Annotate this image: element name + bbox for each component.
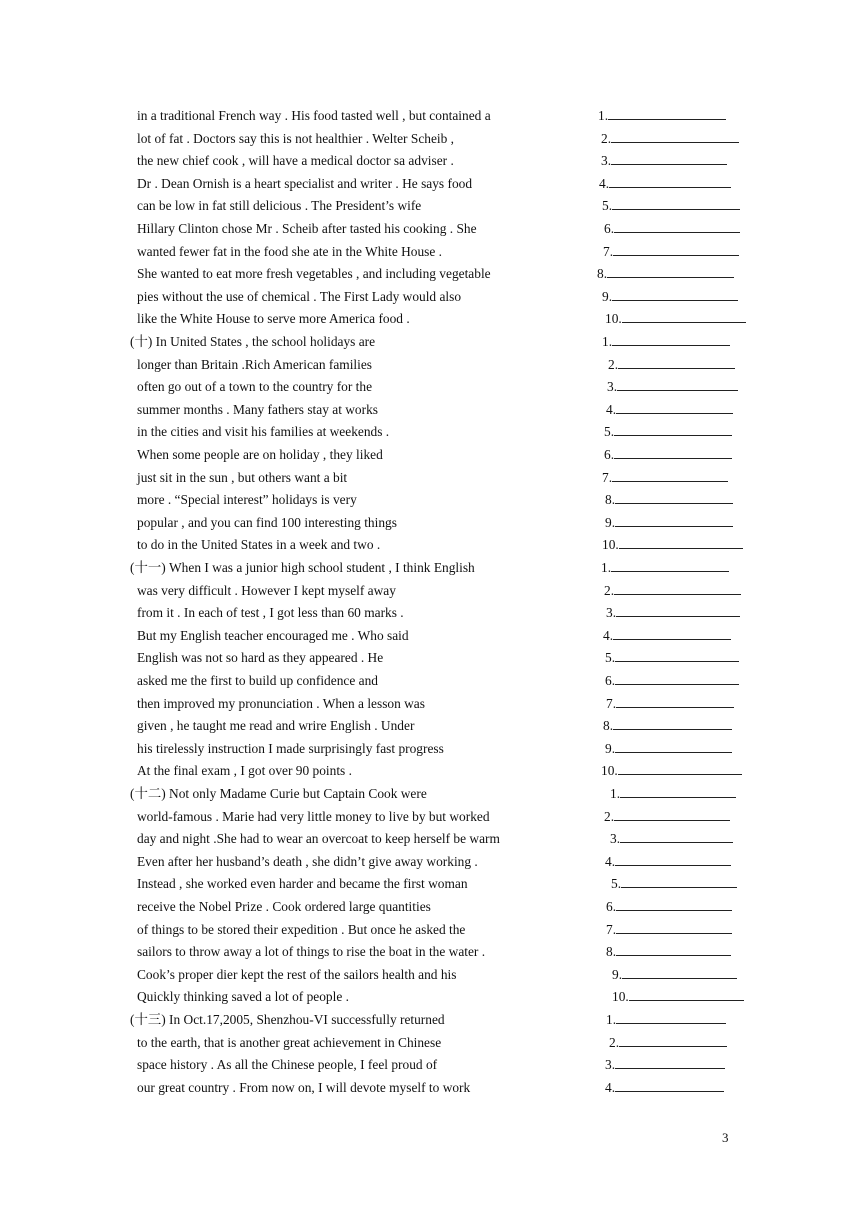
answer-blank[interactable] [608,354,735,376]
answer-blank[interactable] [602,467,728,489]
line-text: asked me the first to build up confidence and [137,673,378,688]
passage-line [0,150,860,172]
line-text: like the White House to serve more America food . [137,311,410,327]
answer-underline[interactable] [615,851,731,866]
line-text: (十二) Not only Madame Curie but Captain Cook were [130,786,427,801]
answer-number: 4. [606,401,617,417]
answer-underline[interactable] [618,354,735,369]
answer-blank[interactable] [605,512,733,534]
passage-line [0,195,860,217]
answer-number: 2. [608,356,619,372]
answer-number: 3. [606,605,617,621]
passage-line [0,241,860,263]
answer-number: 7. [606,695,617,711]
passage-line [0,896,860,918]
passage-line [0,873,860,895]
answer-number: 10. [601,763,618,779]
answer-underline[interactable] [616,399,733,414]
passage-line [0,828,860,850]
answer-number: 7. [602,469,613,485]
passage-line [0,580,860,602]
answer-underline[interactable] [612,331,730,346]
answer-underline[interactable] [613,715,732,730]
passage-line [0,1054,860,1076]
answer-number: 9. [612,966,623,982]
answer-blank[interactable] [606,399,733,421]
answer-blank[interactable] [601,128,739,150]
answer-number: 4. [603,627,614,643]
answer-underline[interactable] [616,1009,726,1024]
answer-blank[interactable] [604,580,741,602]
answer-underline[interactable] [629,986,744,1001]
passage-line [0,806,860,828]
passage-line [0,760,860,782]
passage-line [0,331,860,353]
answer-number: 5. [602,198,613,214]
answer-underline[interactable] [616,896,732,911]
answer-underline[interactable] [612,286,738,301]
line-text: Hillary Clinton chose Mr . Scheib after tasted his cooking . She [137,221,477,236]
answer-blank[interactable] [605,308,746,330]
line-text: wanted fewer fat in the food she ate in the White House . [137,243,443,259]
answer-underline[interactable] [619,534,743,549]
answer-number: 5. [611,876,622,892]
answer-blank[interactable] [604,218,740,240]
answer-underline[interactable] [614,218,740,233]
answer-blank[interactable] [601,557,729,579]
passage-line [0,941,860,963]
answer-number: 4. [599,175,610,191]
passage-line [0,851,860,873]
passage-line [0,467,860,489]
answer-blank[interactable] [606,693,734,715]
passage-line [0,1077,860,1099]
answer-underline[interactable] [616,602,740,617]
answer-underline[interactable] [616,693,734,708]
answer-number: 2. [601,130,612,146]
answer-blank[interactable] [611,873,737,895]
answer-blank[interactable] [606,941,731,963]
answer-underline[interactable] [616,941,731,956]
answer-underline[interactable] [611,150,727,165]
line-text: given , he taught me read and wrire English . Under [137,718,415,734]
passage-line [0,399,860,421]
answer-number: 5. [604,424,615,440]
answer-blank[interactable] [605,851,731,873]
line-text: his tirelessly instruction I made surprisingly fast progress [137,740,444,756]
answer-number: 1. [602,334,613,349]
answer-blank[interactable] [605,738,732,760]
answer-blank[interactable] [605,489,733,511]
line-text: longer than Britain .Rich American families [137,356,373,372]
line-text: in the cities and visit his families at weekends . [137,424,390,440]
answer-blank[interactable] [604,806,730,828]
answer-number: 5. [605,650,616,666]
passage-line [0,557,860,579]
answer-number: 3. [605,1057,616,1073]
passage-line [0,263,860,285]
answer-blank[interactable] [606,919,732,941]
answer-blank[interactable] [602,286,738,308]
passage-line [0,173,860,195]
line-text: Instead , she worked even harder and became the first woman [137,876,468,892]
answer-number: 9. [602,288,613,304]
line-text: day and night .She had to wear an overcoat to keep herself be warm [137,831,500,847]
answer-underline[interactable] [614,580,741,595]
answer-underline[interactable] [615,738,732,753]
answer-blank[interactable] [603,625,731,647]
answer-blank[interactable] [605,1077,724,1099]
line-text: popular , and you can find 100 interesting things [137,514,397,530]
passage-line [0,693,860,715]
answer-blank[interactable] [604,421,732,443]
answer-blank[interactable] [604,444,732,466]
answer-blank[interactable] [612,986,744,1008]
line-text: lot of fat . Doctors say this is not healthier . Welter Scheib , [137,130,455,146]
line-text: At the final exam , I got over 90 points . [137,763,352,779]
line-text: Quickly thinking saved a lot of people . [137,989,349,1005]
answer-number: 7. [606,921,617,937]
answer-blank[interactable] [605,1054,725,1076]
line-text: just sit in the sun , but others want a bit [137,469,348,485]
answer-underline[interactable] [615,670,739,685]
answer-underline[interactable] [607,263,734,278]
answer-blank[interactable] [602,331,730,353]
answer-underline[interactable] [612,467,728,482]
answer-number: 9. [605,514,616,530]
passage-line [0,602,860,624]
answer-number: 10. [605,311,622,327]
line-text: pies without the use of chemical . The First Lady would also [137,288,462,304]
answer-blank[interactable] [610,828,733,850]
line-text: She wanted to eat more fresh vegetables , and including vegetable [137,266,491,282]
answer-number: 1. [598,108,609,123]
answer-blank[interactable] [607,376,738,398]
answer-number: 6. [604,221,615,236]
answer-underline[interactable] [622,308,746,323]
line-text: the new chief cook , will have a medical doctor sa adviser . [137,153,454,169]
answer-underline[interactable] [620,783,736,798]
passage-line [0,376,860,398]
answer-number: 8. [605,492,616,508]
line-text: often go out of a town to the country for the [137,379,373,395]
answer-underline[interactable] [613,625,731,640]
passage-line [0,105,860,127]
answer-blank[interactable] [602,195,740,217]
passage-line [0,421,860,443]
answer-number: 6. [604,447,615,462]
answer-number: 4. [605,1079,616,1095]
line-text: to do in the United States in a week and two . [137,537,381,553]
passage-line [0,444,860,466]
passage-line [0,354,860,376]
answer-blank[interactable] [605,670,739,692]
answer-underline[interactable] [615,512,733,527]
answer-underline[interactable] [622,964,737,979]
passage-line [0,308,860,330]
answer-underline[interactable] [617,376,738,391]
answer-blank[interactable] [612,964,737,986]
passage-line [0,986,860,1008]
answer-number: 2. [604,808,615,824]
line-text: then improved my pronunciation . When a lesson was [137,695,425,711]
answer-number: 1. [601,560,612,575]
answer-blank[interactable] [606,602,740,624]
answer-blank[interactable] [610,783,736,805]
answer-number: 6. [605,673,616,688]
answer-underline[interactable] [620,828,733,843]
answer-underline[interactable] [608,105,726,120]
answer-underline[interactable] [613,241,739,256]
passage-line [0,715,860,737]
line-text: (十一) When I was a junior high school student , I think English [130,560,475,575]
answer-blank[interactable] [606,1009,726,1031]
passage-line [0,1009,860,1031]
answer-underline[interactable] [615,1077,724,1092]
answer-number: 3. [610,831,621,847]
line-text: sailors to throw away a lot of things to rise the boat in the water . [137,944,486,960]
line-text: When some people are on holiday , they liked [137,447,383,462]
passage-line [0,534,860,556]
answer-number: 8. [597,266,608,282]
passage-line [0,286,860,308]
line-text: (十三) In Oct.17,2005, Shenzhou-VI successfully returned [130,1012,445,1027]
answer-blank[interactable] [609,1032,727,1054]
answer-number: 4. [605,853,616,869]
line-text: (十) In United States , the school holidays are [130,334,376,349]
answer-underline[interactable] [615,1054,725,1069]
line-text: to the earth, that is another great achievement in Chinese [137,1034,442,1050]
passage-line [0,489,860,511]
line-text: more . “Special interest” holidays is very [137,492,357,508]
answer-blank[interactable] [603,715,732,737]
passage-line [0,738,860,760]
answer-blank[interactable] [602,534,743,556]
line-text: Even after her husband’s death , she didn’t give away working . [137,853,478,869]
answer-underline[interactable] [611,128,739,143]
passage-line [0,1032,860,1054]
line-text: Dr . Dean Ornish is a heart specialist and writer . He says food [137,175,473,191]
line-text: English was not so hard as they appeared . He [137,650,384,666]
line-text: world-famous . Marie had very little money to live by but worked [137,808,490,824]
answer-underline[interactable] [611,557,729,572]
answer-number: 6. [606,899,617,914]
passage-line [0,512,860,534]
answer-underline[interactable] [615,647,739,662]
passage-line [0,128,860,150]
answer-number: 7. [603,243,614,259]
line-text: our great country . From now on, I will devote myself to work [137,1079,471,1095]
answer-number: 10. [602,537,619,553]
answer-underline[interactable] [616,919,732,934]
answer-underline[interactable] [612,195,740,210]
answer-number: 1. [606,1012,617,1027]
answer-number: 2. [609,1034,620,1050]
passage-line [0,919,860,941]
answer-underline[interactable] [614,444,732,459]
answer-number: 3. [607,379,618,395]
answer-underline[interactable] [614,806,730,821]
passage-line [0,964,860,986]
answer-blank[interactable] [601,150,727,172]
answer-number: 8. [603,718,614,734]
answer-underline[interactable] [618,760,742,775]
answer-number: 9. [605,740,616,756]
answer-blank[interactable] [603,241,739,263]
line-text: can be low in fat still delicious . The President’s wife [137,198,422,214]
line-text: Cook’s proper dier kept the rest of the sailors health and his [137,966,457,982]
answer-number: 3. [601,153,612,169]
passage-line [0,783,860,805]
passage-line [0,625,860,647]
answer-number: 2. [604,582,615,598]
answer-underline[interactable] [614,421,732,436]
line-text: But my English teacher encouraged me . Who said [137,627,409,643]
answer-blank[interactable] [606,896,732,918]
answer-underline[interactable] [615,489,733,504]
answer-number: 10. [612,989,629,1005]
passage-line [0,647,860,669]
passage-line [0,670,860,692]
line-text: was very difficult . However I kept myself away [137,582,396,598]
answer-blank[interactable] [598,105,726,127]
answer-number: 1. [610,786,621,801]
page-number: 3 [722,1130,729,1145]
passage-line [0,218,860,240]
answer-underline[interactable] [609,173,731,188]
line-text: of things to be stored their expedition . But once he asked the [137,921,466,937]
answer-blank[interactable] [597,263,734,285]
answer-underline[interactable] [621,873,737,888]
answer-blank[interactable] [601,760,742,782]
line-text: from it . In each of test , I got less than 60 marks . [137,605,404,621]
line-text: space history . As all the Chinese people, I feel proud of [137,1057,438,1073]
answer-blank[interactable] [599,173,731,195]
answer-blank[interactable] [605,647,739,669]
line-text: summer months . Many fathers stay at works [137,401,378,417]
answer-underline[interactable] [619,1032,727,1047]
answer-number: 8. [606,944,617,960]
line-text: receive the Nobel Prize . Cook ordered large quantities [137,899,431,914]
line-text: in a traditional French way . His food tasted well , but contained a [137,108,491,123]
